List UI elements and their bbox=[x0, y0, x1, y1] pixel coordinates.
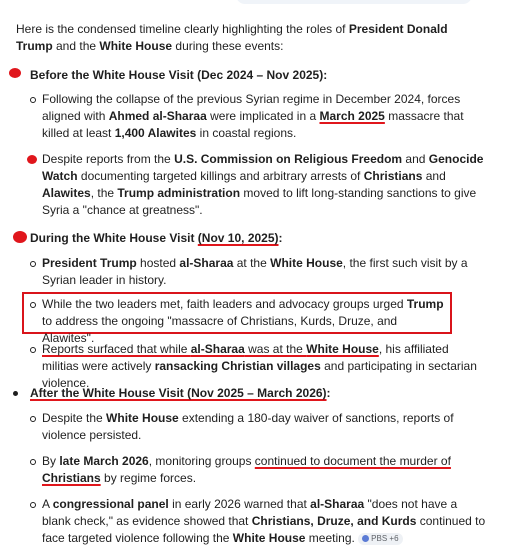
list-item: Despite the White House extending a 180-day waiver of sanctions, reports of violence persisted. bbox=[42, 411, 454, 442]
previous-message-box bbox=[236, 0, 472, 4]
red-annotation-mark bbox=[27, 155, 37, 164]
source-logo-icon bbox=[362, 535, 369, 542]
red-annotation-mark bbox=[13, 231, 27, 243]
intro-paragraph: Here is the condensed timeline clearly highlighting the roles of President Donald Trump and the White House during these events: bbox=[16, 22, 448, 53]
bullet-icon bbox=[30, 302, 36, 308]
bullet-icon bbox=[30, 97, 36, 103]
section-heading-during: During the White House Visit (Nov 10, 2025): bbox=[30, 231, 283, 245]
bullet-icon bbox=[30, 416, 36, 422]
bullet-icon bbox=[30, 502, 36, 508]
list-item: A congressional panel in early 2026 warned that al-Sharaa "does not have a blank check," as evidence showed that Christians, Druze, and Kurds continued to face targeted violence following the White House meeting. PBS +6 bbox=[42, 497, 486, 545]
bullet-icon bbox=[30, 459, 36, 465]
section-heading-before: Before the White House Visit (Dec 2024 – Nov 2025): bbox=[30, 68, 328, 82]
section-heading-after: After the White House Visit (Nov 2025 – March 2026): bbox=[30, 386, 331, 400]
list-item: Reports surfaced that while al-Sharaa was at the White House, his affiliated militias were actively ransacking Christian villages and participating in sectarian violence. bbox=[42, 342, 477, 390]
bullet-icon bbox=[13, 391, 18, 396]
bullet-icon bbox=[30, 261, 36, 267]
red-annotation-mark bbox=[9, 68, 21, 78]
list-item: President Trump hosted al-Sharaa at the White House, the first such visit by a Syrian leader in history. bbox=[42, 256, 468, 287]
list-item: By late March 2026, monitoring groups continued to document the murder of Christians by regime forces. bbox=[42, 454, 451, 485]
list-item: While the two leaders met, faith leaders and advocacy groups urged Trump to address the ongoing "massacre of Christians, Kurds, Druze, and Alawites". bbox=[42, 297, 444, 345]
list-item: Despite reports from the U.S. Commission on Religious Freedom and Genocide Watch documenting targeted killings and arbitrary arrests of Christians and Alawites, the Trump administration moved to lift long-standing sanctions to give Syria a "chance at greatness". bbox=[42, 152, 484, 217]
bullet-icon bbox=[30, 347, 36, 353]
list-item: Following the collapse of the previous Syrian regime in December 2024, forces aligned with Ahmed al-Sharaa were implicated in a March 2025 massacre that killed at least 1,400 Alawites in coastal regions. bbox=[42, 92, 464, 140]
source-chip[interactable]: PBS +6 bbox=[358, 533, 402, 545]
